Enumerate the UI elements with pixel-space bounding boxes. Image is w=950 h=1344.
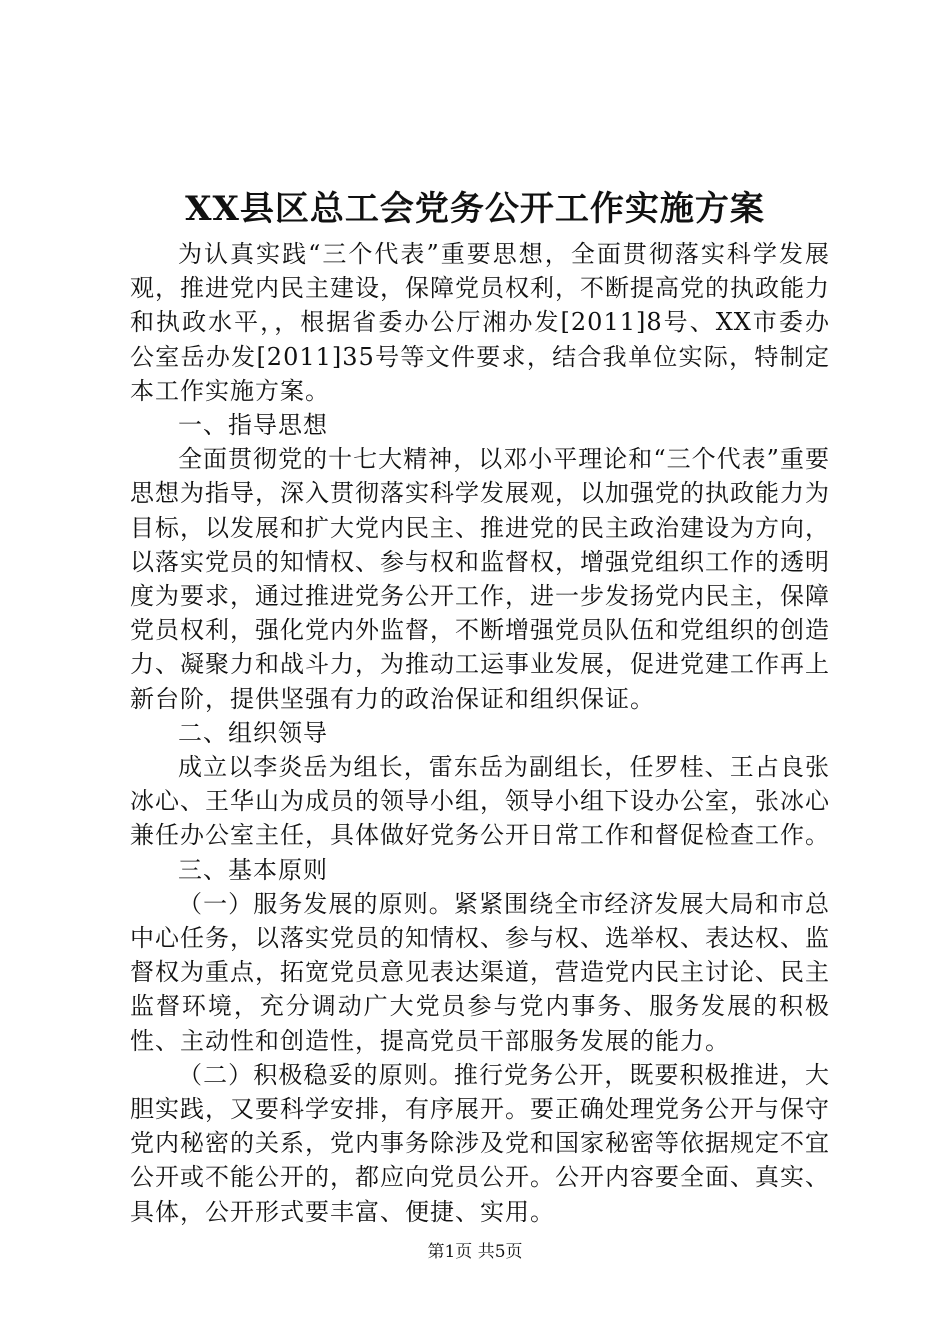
document-body: [130, 237, 830, 1229]
principle-1-paragraph: （一）服务发展的原则。紧紧围绕全市经济发展大局和市总中心任务，以落实党员的知情权、参与权、选举权、表达权、监督权为重点，拓宽党员意见表达渠道，营造党内民主讨论、民主监督环境，充分调动广大党员参与党内事务、服务发展的积极性、主动性和创造性，提高党员干部服务发展的能力。: [130, 889, 830, 1055]
section-heading-guiding-ideology: 一、指导思想: [178, 411, 328, 440]
guiding-ideology-paragraph: 全面贯彻党的十七大精神，以邓小平理论和“三个代表”重要思想为指导，深入贯彻落实科学发展观，以加强党的执政能力为目标，以发展和扩大党内民主、推进党的民主政治建设为方向，以落实党员的知情权、参与权和监督权，增强党组织工作的透明度为要求，通过推进党务公开工作，进一步发扬党内民主，保障党员权利，强化党内外监督，不断增强党员队伍和党组织的创造力、凝聚力和战斗力，为推动工运事业发展，促进党建工作再上新台阶，提供坚强有力的政治保证和组织保证。: [130, 445, 830, 713]
section-heading-principles: 三、基本原则: [178, 855, 328, 884]
document-title: XX县区总工会党务公开工作实施方案: [185, 189, 765, 229]
leadership-paragraph: 成立以李炎岳为组长，雷东岳为副组长，任罗桂、王占良张冰心、王华山为成员的领导小组，领导小组下设办公室，张冰心兼任办公室主任，具体做好党务公开日常工作和督促检查工作。: [130, 753, 830, 850]
section-heading-leadership: 二、组织领导: [178, 718, 328, 747]
principle-2-paragraph: （二）积极稳妥的原则。推行党务公开，既要积极推进，大胆实践，又要科学安排，有序展开。要正确处理党务公开与保守党内秘密的关系，党内事务除涉及党和国家秘密等依据规定不宜公开或不能公开的，都应向党员公开。公开内容要全面、真实、具体，公开形式要丰富、便捷、实用。: [130, 1060, 830, 1226]
intro-paragraph: 为认真实践“三个代表”重要思想，全面贯彻落实科学发展观，推进党内民主建设，保障党员权利，不断提高党的执政能力和执政水平，，根据省委办公厅湘办发[2011]8号、XX市委办公室岳办发[2011]35号等文件要求，结合我单位实际，特制定本工作实施方案。: [130, 240, 830, 405]
page-number-footer: 第1页 共5页: [427, 1242, 523, 1262]
